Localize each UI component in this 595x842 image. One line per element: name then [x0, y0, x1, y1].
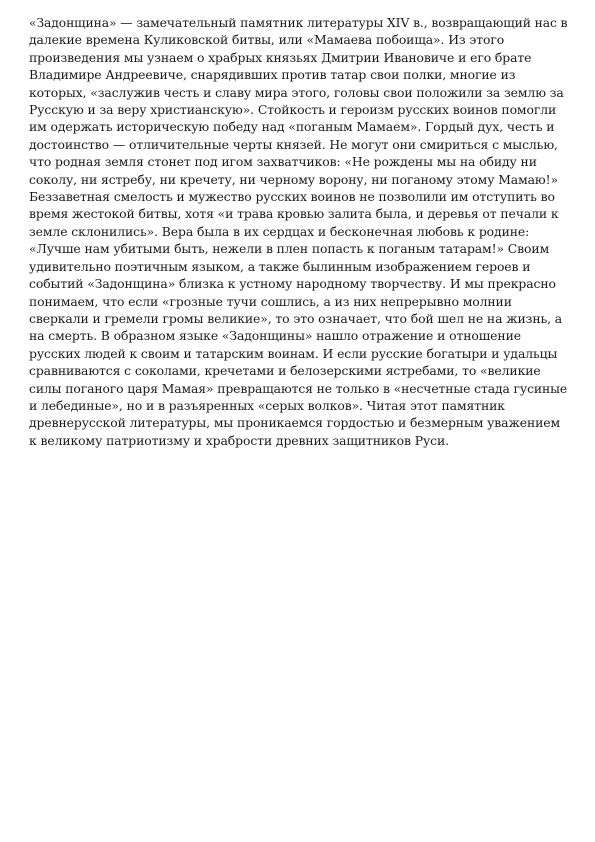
text-line: соколу, ни ястребу, ни кречету, ни черному ворону, ни поганому этому Мамаю!»	[29, 171, 558, 187]
text-line: которых, «заслужив честь и славу мира этого, головы свои положили за землю за	[29, 84, 564, 100]
text-line: им одержать историческую победу над «поганым Мамаем». Гордый дух, честь и	[29, 119, 555, 135]
text-line: Беззаветная смелость и мужество русских воинов не позволили им отступить во	[29, 189, 555, 205]
text-line: время жестокой битвы, хотя «и трава кровью залита была, и деревья от печали к	[29, 206, 559, 222]
text-line: Русскую и за веру христианскую». Стойкость и героизм русских воинов помогли	[29, 102, 557, 118]
text-line: Владимире Андреевиче, снарядивших против татар свои полки, многие из	[29, 67, 516, 83]
text-line: удивительно поэтичным языком, а также былинным изображением героев и	[29, 258, 531, 274]
text-line: «Лучше нам убитыми быть, нежели в плен попасть к поганым татарам!» Своим	[29, 241, 550, 257]
text-line: что родная земля стонет под игом захватчиков: «Не рождены мы на обиду ни	[29, 154, 537, 170]
text-line: древнерусской литературы, мы проникаемся гордостью и безмерным уважением	[29, 415, 561, 431]
text-line: русских людей к своим и татарским воинам. И если русские богатыри и удальцы	[29, 345, 558, 361]
text-line: «Задонщина» — замечательный памятник литературы XIV в., возвращающий нас в	[29, 15, 568, 30]
text-line: понимаем, что если «грозные тучи сошлись, а из них непрерывно молнии	[29, 293, 512, 309]
text-line: и лебединые», но и в разъяренных «серых волков». Читая этот памятник	[29, 397, 505, 413]
text-line: на смерть. В образном языке «Задонщины» нашло отражение и отношение	[29, 328, 521, 344]
text-line: достоинство — отличительные черты князей. Не могут они смириться с мыслью,	[29, 136, 558, 152]
text-line: произведения мы узнаем о храбрых князьях Дмитрии Ивановиче и его брате	[29, 49, 532, 65]
essay-paragraph	[29, 14, 567, 449]
text-line: сравниваются с соколами, кречетами и белозерскими ястребами, то «великие	[29, 363, 541, 379]
text-line: событий «Задонщина» близка к устному народному творчеству. И мы прекрасно	[29, 276, 556, 292]
text-line: сверкали и гремели громы великие», то это означает, что бой шел не на жизнь, а	[29, 310, 563, 326]
text-line: далекие времена Куликовской битвы, или «Мамаева побоища». Из этого	[29, 32, 505, 48]
text-line: к великому патриотизму и храбрости древних защитников Руси.	[29, 432, 450, 448]
text-line: силы поганого царя Мамая» превращаются не только в «несчетные стада гусиные	[29, 380, 568, 396]
text-line: земле склонились». Вера была в их сердцах и бесконечная любовь к родине:	[29, 223, 530, 239]
